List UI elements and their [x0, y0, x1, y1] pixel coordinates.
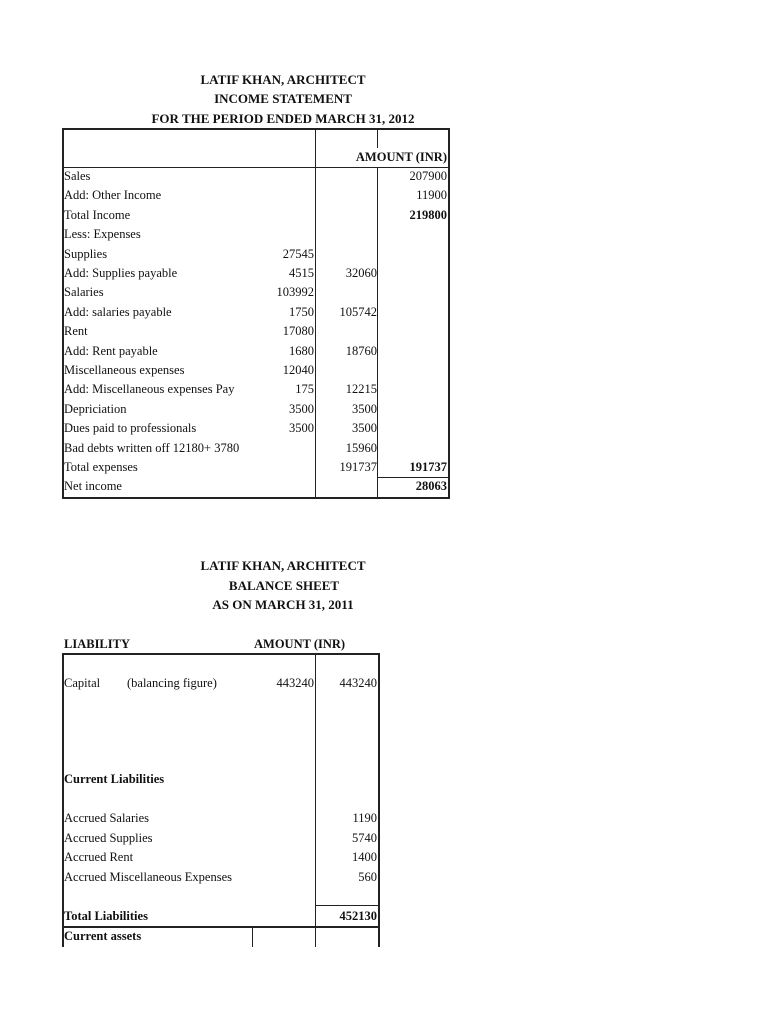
income-row-label: Add: Supplies payable [64, 266, 178, 280]
income-row-subtotal: 12215 [345, 382, 377, 396]
income-title-1: LATIF KHAN, ARCHITECT [200, 72, 366, 87]
income-row-label: Total expenses [64, 460, 138, 474]
income-row-label: Dues paid to professionals [64, 421, 197, 435]
capital-value-2: 443240 [339, 676, 377, 690]
income-row-label: Rent [64, 324, 88, 338]
income-row-detail: 1750 [289, 305, 314, 319]
balance-amount-header: AMOUNT (INR) [254, 637, 346, 651]
current-liabilities-header: Current Liabilities [64, 772, 165, 786]
income-row-label: Bad debts written off 12180+ 3780 [64, 441, 240, 455]
accrued-label: Accrued Salaries [64, 811, 150, 825]
accrued-value: 5740 [352, 831, 377, 845]
income-row-subtotal: 105742 [339, 305, 377, 319]
income-row-label: Add: Miscellaneous expenses Pay [64, 382, 235, 396]
income-row-amount: 219800 [409, 208, 447, 222]
total-liabilities-value: 452130 [339, 909, 377, 923]
income-row-label: Total Income [64, 208, 131, 222]
income-row-detail: 27545 [282, 247, 314, 261]
income-col-divider-1 [315, 128, 316, 499]
income-row-amount: 191737 [409, 460, 447, 474]
accrued-value: 560 [358, 870, 377, 884]
income-row-label: Add: Other Income [64, 188, 162, 202]
income-amount-header: AMOUNT (INR) [355, 150, 447, 164]
income-row-detail: 4515 [289, 266, 314, 280]
income-row-detail: 3500 [289, 402, 314, 416]
balance-title-2: BALANCE SHEET [228, 578, 340, 593]
income-row-detail: 12040 [282, 363, 314, 377]
income-row-label: Add: Rent payable [64, 344, 158, 358]
income-row-subtotal: 3500 [352, 421, 377, 435]
balance-title-1: LATIF KHAN, ARCHITECT [200, 558, 366, 573]
capital-value-1: 443240 [276, 676, 314, 690]
income-row-subtotal: 32060 [345, 266, 377, 280]
income-row-label: Net income [64, 479, 122, 493]
balance-subtotal-line [315, 905, 380, 906]
balance-assets-divider [252, 927, 253, 947]
income-col-divider-2 [377, 128, 378, 148]
income-row-detail: 3500 [289, 421, 314, 435]
accrued-label: Accrued Supplies [64, 831, 153, 845]
accrued-value: 1400 [352, 850, 377, 864]
income-title-2: INCOME STATEMENT [214, 91, 352, 106]
accrued-value: 1190 [352, 811, 377, 825]
balance-col-divider [315, 653, 316, 947]
accrued-label: Accrued Rent [64, 850, 134, 864]
income-row-detail: 175 [295, 382, 314, 396]
liability-header: LIABILITY [64, 637, 130, 651]
income-title-3: FOR THE PERIOD ENDED MARCH 31, 2012 [151, 111, 415, 126]
income-row-subtotal: 15960 [345, 441, 377, 455]
income-row-amount: 28063 [415, 479, 447, 493]
income-row-label: Add: salaries payable [64, 305, 172, 319]
income-row-label: Salaries [64, 285, 104, 299]
capital-note: (balancing figure) [127, 676, 217, 690]
income-row-label: Miscellaneous expenses [64, 363, 185, 377]
income-row-detail: 1680 [289, 344, 314, 358]
balance-table-border [62, 653, 380, 947]
current-assets-label: Current assets [64, 929, 142, 943]
capital-label: Capital [64, 676, 101, 690]
income-row-label: Less: Expenses [64, 227, 141, 241]
income-row-detail: 17080 [282, 324, 314, 338]
income-row-subtotal: 191737 [339, 460, 377, 474]
balance-title-3: AS ON MARCH 31, 2011 [212, 597, 354, 612]
income-row-subtotal: 18760 [345, 344, 377, 358]
income-row-amount: 207900 [409, 169, 447, 183]
income-row-amount: 11900 [416, 188, 447, 202]
income-row-label: Sales [64, 169, 91, 183]
income-row-label: Supplies [64, 247, 108, 261]
income-col-divider-3 [377, 167, 378, 499]
total-liabilities-label: Total Liabilities [64, 909, 148, 923]
accrued-label: Accrued Miscellaneous Expenses [64, 870, 232, 884]
income-row-label: Depriciation [64, 402, 127, 416]
income-row-detail: 103992 [276, 285, 314, 299]
income-row-subtotal: 3500 [352, 402, 377, 416]
